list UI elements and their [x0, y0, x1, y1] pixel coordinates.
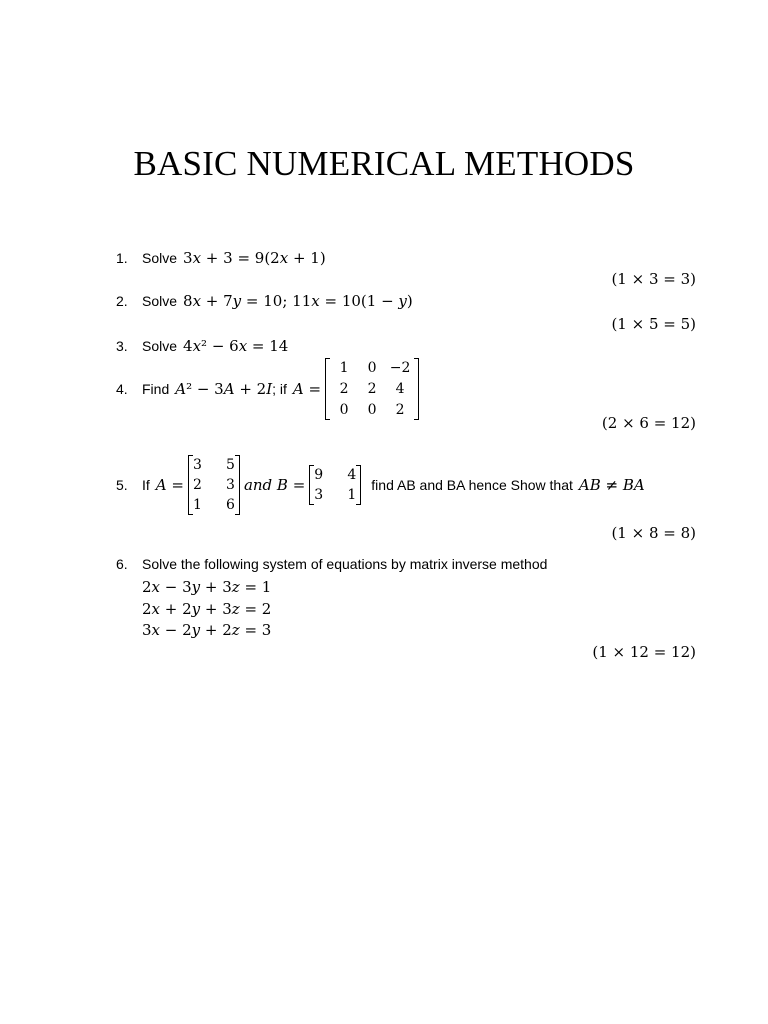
matrix-cell: 1: [339, 360, 349, 376]
question-number: 1.: [116, 250, 128, 266]
matrix-cell: 5: [226, 457, 235, 473]
question-prefix: If: [142, 477, 150, 493]
question-prefix: Find: [142, 381, 170, 397]
marks-allocation: (1 × 8 = 8): [611, 524, 696, 542]
equation: 3𝑥 − 2𝑦 + 2𝑧 = 3: [142, 621, 272, 639]
question-suffix: find AB and BA hence Show that: [371, 477, 573, 493]
marks-allocation: (2 × 6 = 12): [601, 414, 696, 432]
marks-allocation: (1 × 5 = 5): [611, 315, 696, 333]
question-3: [116, 337, 288, 355]
matrix-cell: 1: [347, 487, 357, 503]
equation: 4𝑥² − 6𝑥 = 14: [183, 337, 289, 355]
matrix-a: [188, 455, 240, 515]
matrix-cell: 0: [367, 360, 377, 376]
question-prefix: Solve: [142, 338, 178, 354]
question-number: 4.: [116, 381, 128, 397]
expression: 𝐴𝐵 ≠ 𝐵𝐴: [578, 476, 645, 494]
matrix-cell: 3: [226, 477, 235, 493]
question-6: [116, 556, 547, 572]
matrix-label: 𝐴 =: [292, 380, 322, 398]
equation: 2𝑥 − 3𝑦 + 3𝑧 = 1: [142, 578, 272, 596]
equation: 8𝑥 + 7𝑦 = 10; 11𝑥 = 10(1 − 𝑦): [183, 292, 413, 310]
question-number: 3.: [116, 338, 128, 354]
question-4: [116, 358, 423, 420]
matrix-cell: 2: [367, 381, 377, 397]
matrix-b: [309, 465, 361, 505]
equation: 2𝑥 + 2𝑦 + 3𝑧 = 2: [142, 600, 272, 618]
matrix-cell: −2: [389, 360, 411, 376]
matrix-a: [325, 358, 419, 420]
equation: 3𝑥 + 3 = 9(2𝑥 + 1): [183, 249, 326, 267]
expression: 𝐴² − 3𝐴 + 2𝐼: [175, 380, 273, 398]
matrix-cell: 2: [339, 381, 349, 397]
matrix-cell: 1: [192, 497, 202, 513]
matrix-cell: 3: [192, 457, 202, 473]
question-1: [116, 249, 326, 267]
matrix-cell: 4: [347, 467, 357, 483]
question-number: 6.: [116, 556, 128, 572]
question-2: [116, 292, 413, 310]
matrix-label: 𝐴 =: [155, 476, 184, 494]
matrix-cell: 2: [395, 402, 405, 418]
matrix-cell: 6: [226, 497, 235, 513]
matrix-cell: 0: [339, 402, 349, 418]
matrix-cell: 0: [367, 402, 377, 418]
matrix-cell: 3: [314, 487, 324, 503]
question-prefix: Solve: [142, 293, 178, 309]
matrix-cell: 4: [395, 381, 405, 397]
question-prefix: Solve: [142, 250, 178, 266]
connector-text: ; if: [272, 381, 287, 397]
marks-allocation: (1 × 12 = 12): [592, 643, 696, 661]
matrix-label: 𝑎𝑛𝑑 𝐵 =: [243, 476, 306, 494]
question-5: [116, 455, 645, 515]
question-number: 2.: [116, 293, 128, 309]
question-text: Solve the following system of equations by matrix inverse method: [142, 556, 548, 572]
matrix-cell: 2: [192, 477, 202, 493]
question-number: 5.: [116, 477, 128, 493]
marks-allocation: (1 × 3 = 3): [611, 270, 696, 288]
page-title: BASIC NUMERICAL METHODS: [133, 144, 635, 183]
matrix-cell: 9: [314, 467, 324, 483]
